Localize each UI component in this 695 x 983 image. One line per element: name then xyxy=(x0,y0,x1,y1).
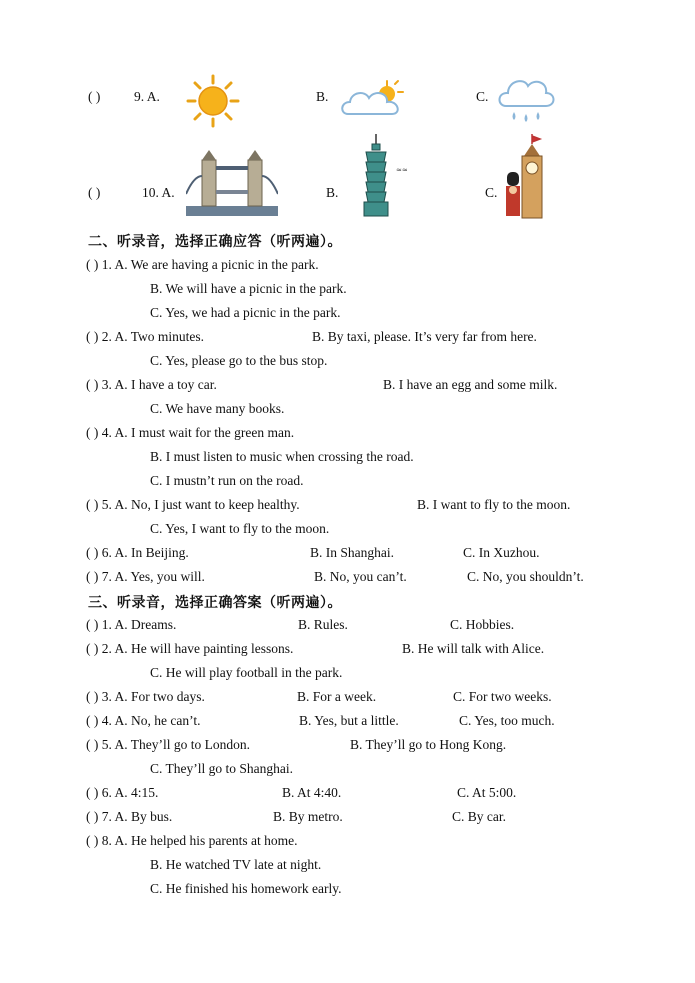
question-line: ( ) 3. A. For two days. xyxy=(86,689,205,704)
option-line: B. No, you can’t. xyxy=(314,569,407,584)
option-line: B. By taxi, please. It’s very far from here. xyxy=(312,329,537,344)
option-line: C. He finished his homework early. xyxy=(150,881,342,896)
option-line: C. For two weeks. xyxy=(453,689,552,704)
option-line: C. Yes, please go to the bus stop. xyxy=(150,353,328,368)
option-line: B. Rules. xyxy=(298,617,348,632)
option-line: B. Yes, but a little. xyxy=(299,713,399,728)
question-line: ( ) 6. A. In Beijing. xyxy=(86,545,189,560)
sun-icon[interactable] xyxy=(186,74,240,128)
option-b-label: B. xyxy=(316,89,329,104)
option-line: B. By metro. xyxy=(273,809,343,824)
option-line: C. Yes, too much. xyxy=(459,713,555,728)
option-line: B. They’ll go to Hong Kong. xyxy=(350,737,507,752)
question-line: ( ) 8. A. He helped his parents at home. xyxy=(86,833,298,848)
option-line: B. I must listen to music when crossing the road. xyxy=(150,449,414,464)
question-line: ( ) 2. A. He will have painting lessons. xyxy=(86,641,294,656)
tower-bridge-icon[interactable] xyxy=(186,146,278,216)
option-line: B. We will have a picnic in the park. xyxy=(150,281,347,296)
question-line: ( ) 2. A. Two minutes. xyxy=(86,329,205,344)
question-line: ( ) 6. A. 4:15. xyxy=(86,785,159,800)
option-line: C. In Xuzhou. xyxy=(463,545,540,560)
option-line: B. He will talk with Alice. xyxy=(402,641,545,656)
question-line: ( ) 4. A. No, he can’t. xyxy=(86,713,201,728)
question-line: ( ) 7. A. By bus. xyxy=(86,809,173,824)
svg-text:≈≈: ≈≈ xyxy=(396,166,408,174)
section-title: 三、听录音，选择正确答案（听两遍）。 xyxy=(88,595,342,611)
option-line: C. I mustn’t run on the road. xyxy=(150,473,304,488)
sun-behind-cloud-icon[interactable] xyxy=(340,78,408,122)
option-line: B. In Shanghai. xyxy=(310,545,394,560)
answer-blank[interactable]: ( ) xyxy=(88,185,101,200)
question-number: 9. A. xyxy=(134,89,160,104)
taipei-101-icon[interactable] xyxy=(356,134,418,220)
option-line: C. No, you shouldn’t. xyxy=(467,569,584,584)
big-ben-guard-icon[interactable] xyxy=(502,134,560,220)
option-line: C. We have many books. xyxy=(150,401,285,416)
question-line: ( ) 7. A. Yes, you will. xyxy=(86,569,205,584)
question-line: ( ) 5. A. They’ll go to London. xyxy=(86,737,250,752)
question-number: 10. A. xyxy=(142,185,175,200)
section-title: 二、听录音，选择正确应答（听两遍）。 xyxy=(88,234,342,250)
option-line: C. At 5:00. xyxy=(457,785,517,800)
question-line: ( ) 5. A. No, I just want to keep healthy. xyxy=(86,497,300,512)
option-line: C. They’ll go to Shanghai. xyxy=(150,761,293,776)
option-line: C. Yes, we had a picnic in the park. xyxy=(150,305,341,320)
question-line: ( ) 3. A. I have a toy car. xyxy=(86,377,217,392)
answer-blank[interactable]: ( ) xyxy=(88,89,101,104)
option-line: C. He will play football in the park. xyxy=(150,665,343,680)
rain-cloud-icon[interactable] xyxy=(496,72,556,130)
question-line: ( ) 4. A. I must wait for the green man. xyxy=(86,425,295,440)
option-line: C. Yes, I want to fly to the moon. xyxy=(150,521,330,536)
option-line: C. By car. xyxy=(452,809,506,824)
option-b-label: B. xyxy=(326,185,339,200)
option-line: B. He watched TV late at night. xyxy=(150,857,322,872)
option-line: B. I want to fly to the moon. xyxy=(417,497,571,512)
option-line: B. At 4:40. xyxy=(282,785,342,800)
question-line: ( ) 1. A. Dreams. xyxy=(86,617,177,632)
option-line: B. For a week. xyxy=(297,689,377,704)
question-line: ( ) 1. A. We are having a picnic in the park. xyxy=(86,257,319,272)
option-line: C. Hobbies. xyxy=(450,617,515,632)
option-c-label: C. xyxy=(485,185,498,200)
option-c-label: C. xyxy=(476,89,489,104)
option-line: B. I have an egg and some milk. xyxy=(383,377,558,392)
